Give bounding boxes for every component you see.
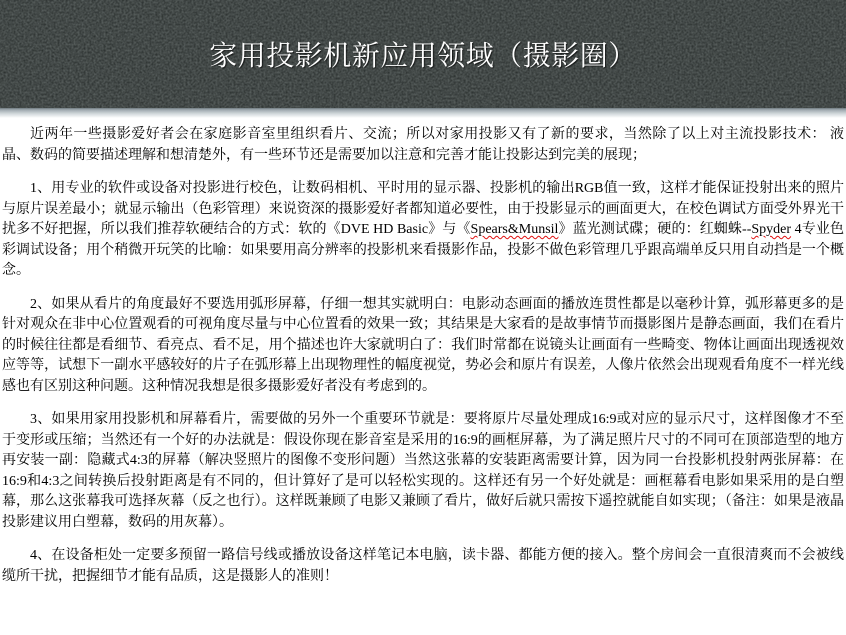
- paragraph: [2, 295, 844, 398]
- header-divider: [0, 108, 846, 118]
- slide-header: [0, 0, 846, 108]
- paragraph: [2, 179, 844, 282]
- body-paragraphs: [0, 118, 846, 587]
- text-run: 1、用专业的软件或设备对投影进行校色，让数码相机、平时用的显示器、投影机的输出RGB值一致，这样才能保证投射出来的照片与原片误差最小；就显示输出（色彩管理）来说资深的摄影爱好者都知道必要性，由于投影显示的画面更大，在校色调试方面受外界光干扰多不好把握，所以我们推荐软硬结合的方式：软的《DVE HD Basic》与《: [2, 181, 844, 237]
- paragraph: [2, 410, 844, 533]
- text-run: 4专业色彩调试设备；用个稍微开玩笑的比喻：如果要用高分辨率的投影机来看摄影作品，投影不做色彩管理几乎跟高端单反只用自动挡是一个概念。: [2, 222, 845, 278]
- paragraph: [2, 125, 844, 166]
- text-run: 2、如果从看片的角度最好不要选用弧形屏幕，仔细一想其实就明白：电影动态画面的播放连贯性都是以毫秒计算，弧形幕更多的是针对观众在非中心位置观看的可视角度尽量与中心位置看的效果一致；其结果是大家看的是故事情节而摄影图片是静态画面，我们在看片的时候往往都是看细节、看亮点、看不足，用个描述也许大家就明白了：我们时常都在说镜头让画面有一些畸变、物体让画面出现透视效应等等，试想下一副水平感较好的片子在弧形幕上出现物理性的幅度视觉，势必会和原片有误差，人像片依然会出现观看角度不一样光线感也有区别这种问题。这种情况我想是很多摄影爱好者没有考虑到的。: [2, 296, 844, 394]
- page-title: 家用投影机新应用领域（摄影圈）: [209, 41, 637, 72]
- text-run: 近两年一些摄影爱好者会在家庭影音室里组织看片、交流；所以对家用投影又有了新的要求，当然除了以上对主流投影技术： 液晶、数码的简要描述理解和想清楚外，有一些环节还是需要加以注意和完善才能让投影达到完美的展现；: [2, 127, 844, 163]
- paragraph: [2, 546, 844, 587]
- misspelled-word: Spyder: [751, 222, 792, 237]
- misspelled-word: Spears&Munsil: [470, 222, 559, 237]
- text-run: 》蓝光测试碟；硬的：红蜘蛛--: [558, 222, 752, 237]
- text-run: 3、如果用家用投影机和屏幕看片，需要做的另外一个重要环节就是：要将原片尽量处理成16:9或对应的显示尺寸，这样图像才不至于变形或压缩；当然还有一个好的办法就是：假设你现在影音室是采用的16:9的画框屏幕，为了满足照片尺寸的不同可在顶部造型的地方再安装一副：隐藏式4:3的屏幕（解决竖照片的图像不变形问题）当然这张幕的安装距离需要计算，因为同一台投影机投射两张屏幕：在16:9和4:3之间转换后投射距离是有不同的，但计算好了是可以轻松实现的。这样还有另一个好处就是：画框幕看电影如果采用的是白塑幕，那么这张幕我可选择灰幕（反之也行）。这样既兼顾了电影又兼顾了看片，做好后就只需按下遥控就能自如实现；（备注：如果是液晶投影建议用白塑幕，数码的用灰幕）。: [2, 412, 844, 530]
- text-run: 4、在设备柜处一定要多预留一路信号线或播放设备这样笔记本电脑，读卡器、都能方便的接入。整个房间会一直很清爽而不会被线缆所干扰，把握细节才能有品质，这是摄影人的准则！: [2, 548, 844, 584]
